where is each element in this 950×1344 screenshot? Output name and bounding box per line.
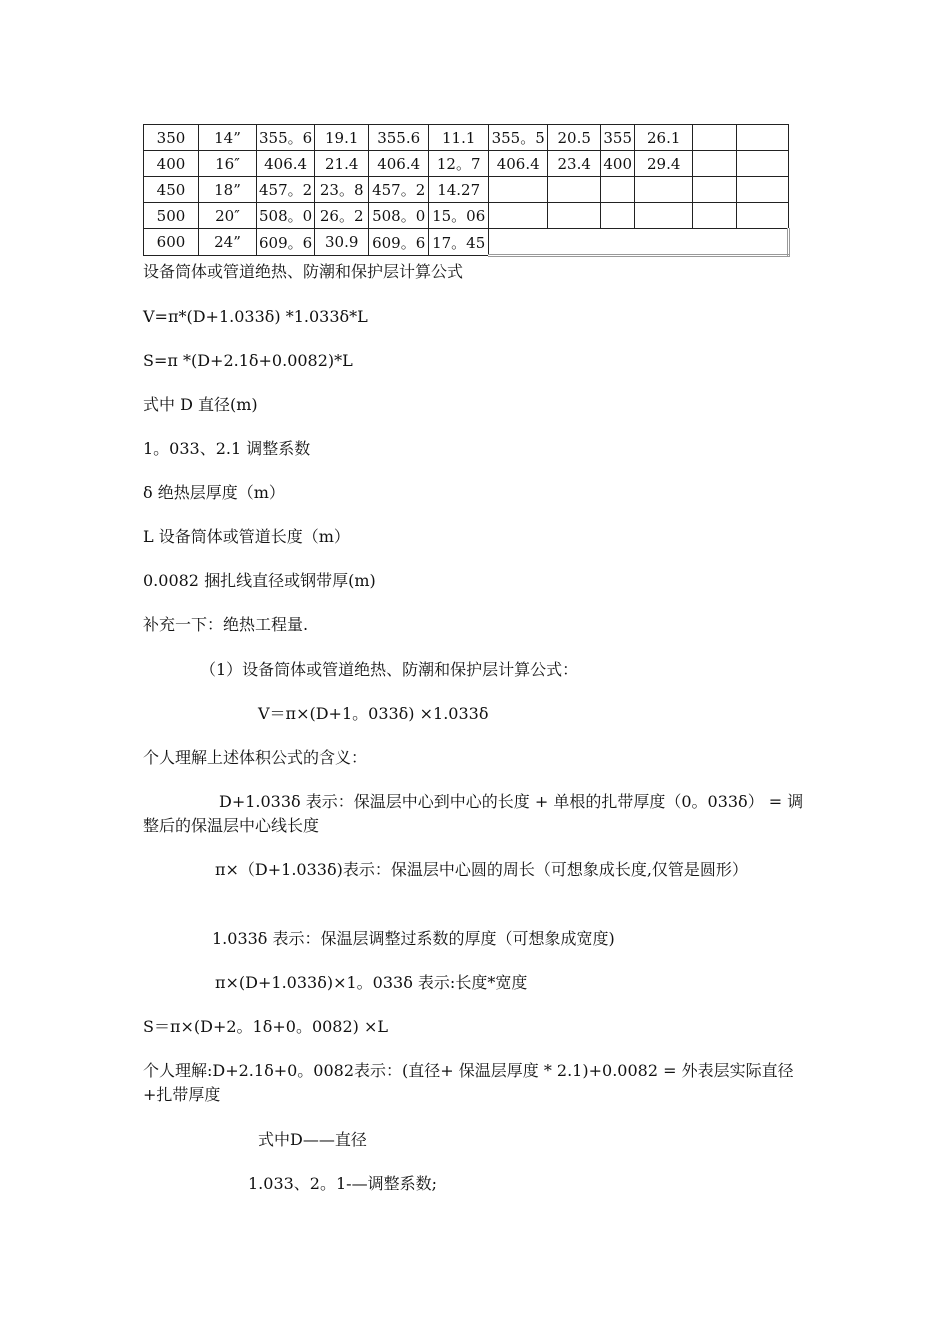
table-cell: 24”: [199, 229, 257, 256]
table-cell: 457。2: [369, 177, 429, 203]
table-cell: [635, 177, 693, 203]
table-cell: 500: [144, 203, 199, 229]
table-cell: 508。0: [369, 203, 429, 229]
table-cell: [693, 177, 737, 203]
table-cell: 23。8: [315, 177, 369, 203]
table-cell: 350: [144, 125, 199, 151]
table-cell: [737, 203, 789, 229]
table-cell: [693, 151, 737, 177]
table-cell: [548, 203, 601, 229]
table-cell: [548, 177, 601, 203]
item1-heading: （1）设备筒体或管道绝热、防潮和保护层计算公式：: [200, 660, 579, 679]
wire-line: 0.0082 捆扎线直径或钢带厚(m): [143, 571, 376, 590]
table-cell: 400: [144, 151, 199, 177]
table-row: [144, 203, 789, 229]
table-cell: 450: [144, 177, 199, 203]
surface-formula-2: S＝π×(D+2。1δ+0。0082) ×L: [143, 1017, 389, 1036]
table-row: [144, 177, 789, 203]
table-body: [144, 125, 789, 256]
surface-formula: S=π *(D+2.1δ+0.0082)*L: [143, 351, 353, 370]
table-cell: 609。6: [257, 229, 315, 256]
table-cell: 406.4: [369, 151, 429, 177]
table-cell: 30.9: [315, 229, 369, 256]
table-cell: [737, 177, 789, 203]
table-cell: 406.4: [257, 151, 315, 177]
pipe-size-table: [143, 124, 790, 257]
table-cell: [601, 203, 635, 229]
table-cell: [693, 125, 737, 151]
table-cell: [489, 203, 548, 229]
table-cell: 355。6: [257, 125, 315, 151]
table-cell-merged: [489, 229, 789, 256]
table-row: [144, 125, 789, 151]
table-cell: 355.6: [369, 125, 429, 151]
table-cell: 18”: [199, 177, 257, 203]
table-cell: 457。2: [257, 177, 315, 203]
table-row: [144, 229, 789, 256]
table-cell: 26.1: [635, 125, 693, 151]
table-cell: 14”: [199, 125, 257, 151]
table-cell: 355。5: [489, 125, 548, 151]
table-cell: 20″: [199, 203, 257, 229]
table-cell: 609。6: [369, 229, 429, 256]
length-line: L 设备筒体或管道长度（m）: [143, 527, 350, 546]
table-cell: 16″: [199, 151, 257, 177]
volume-formula: V=π*(D+1.033δ) *1.033δ*L: [143, 307, 368, 326]
volume-formula-2: V＝π×(D+1。033δ) ×1.033δ: [258, 704, 489, 723]
table-row: [144, 151, 789, 177]
table-cell: 14.27: [429, 177, 489, 203]
explanation-1: D+1.033δ 表示：保温层中心到中心的长度 + 单根的扎带厚度（0。033δ） = 调整后的保温层中心线长度: [143, 792, 804, 835]
table-cell: [635, 203, 693, 229]
where-d-line: 式中 D 直径(m): [143, 395, 258, 414]
table-cell: 406.4: [489, 151, 548, 177]
table-cell: [693, 203, 737, 229]
table-cell: 355: [601, 125, 635, 151]
table-cell: 400: [601, 151, 635, 177]
table-cell: [737, 125, 789, 151]
coefficient-line: 1。033、2.1 调整系数: [143, 439, 311, 458]
table-cell: 15。06: [429, 203, 489, 229]
table-cell: 20.5: [548, 125, 601, 151]
delta-line: δ 绝热层厚度（m）: [143, 483, 285, 502]
table-cell: 21.4: [315, 151, 369, 177]
table-cell: [489, 177, 548, 203]
table-cell: 19.1: [315, 125, 369, 151]
table-cell: [601, 177, 635, 203]
where-d-line-2: 式中D——直径: [258, 1130, 367, 1149]
table-cell: 29.4: [635, 151, 693, 177]
table-cell: [737, 151, 789, 177]
explanation-4: π×(D+1.033δ)×1。033δ 表示:长度*宽度: [215, 973, 528, 992]
explanation-2: π×（D+1.033δ)表示：保温层中心圆的周长（可想象成长度,仅管是圆形）: [215, 860, 748, 879]
table-cell: 23.4: [548, 151, 601, 177]
heading-calc-formula: 设备筒体或管道绝热、防潮和保护层计算公式: [143, 262, 464, 281]
understand-volume-heading: 个人理解上述体积公式的含义：: [143, 748, 368, 767]
table-cell: 17。45: [429, 229, 489, 256]
table-cell: 11.1: [429, 125, 489, 151]
table-cell: 600: [144, 229, 199, 256]
coefficient-line-2: 1.033、2。1-—调整系数;: [248, 1174, 437, 1193]
table-cell: 508。0: [257, 203, 315, 229]
explanation-3: 1.033δ 表示：保温层调整过系数的厚度（可想象成宽度): [212, 929, 615, 948]
table-cell: 12。7: [429, 151, 489, 177]
understand-surface: 个人理解:D+2.1δ+0。0082表示：(直径+ 保温层厚度 * 2.1)+0.0082 = 外表层实际直径+扎带厚度: [143, 1061, 794, 1104]
supplement-line: 补充一下：绝热工程量.: [143, 615, 309, 634]
table-cell: 26。2: [315, 203, 369, 229]
